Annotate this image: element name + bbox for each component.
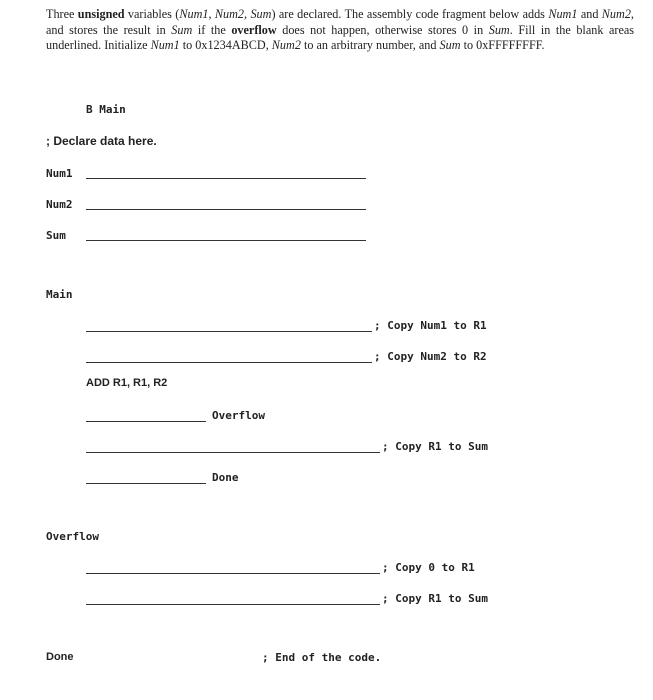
done-branch-blank-line[interactable] bbox=[86, 483, 206, 484]
intro-text: , and stores the result in bbox=[46, 7, 634, 37]
intro-emphasis-unsigned: unsigned bbox=[77, 7, 125, 21]
copy-0-to-r1-comment: ; Copy 0 to R1 bbox=[382, 561, 475, 574]
copy-zero-blank-line[interactable] bbox=[86, 573, 380, 574]
intro-text: . Fill in the blank areas underlined. Initialize bbox=[46, 22, 635, 53]
done-branch-target: Done bbox=[212, 471, 239, 484]
done-label: Done bbox=[46, 651, 74, 663]
intro-text: does not happen, otherwise stores 0 in bbox=[276, 22, 489, 37]
intro-text: Three bbox=[46, 7, 78, 21]
intro-emphasis-overflow: overflow bbox=[231, 22, 277, 37]
end-of-code-comment: ; End of the code. bbox=[262, 651, 382, 664]
num1-label: Num1 bbox=[46, 167, 73, 180]
num1-blank-line[interactable] bbox=[86, 178, 366, 179]
copy-num2-comment: ; Copy Num2 to R2 bbox=[374, 350, 487, 363]
intro-variable: Sum bbox=[439, 38, 461, 53]
intro-variable: Num2 bbox=[271, 38, 301, 53]
intro-text: ) are declared. The assembly code fragment below adds bbox=[271, 7, 549, 21]
intro-text: to 0xFFFFFFFF. bbox=[460, 38, 545, 53]
copy-num1-comment: ; Copy Num1 to R1 bbox=[374, 319, 487, 332]
intro-text: and bbox=[577, 7, 602, 21]
declare-data-comment: ; Declare data here. bbox=[46, 134, 157, 148]
add-instruction: ADD R1, R1, R2 bbox=[86, 377, 168, 389]
intro-variable: Num1 bbox=[150, 38, 180, 53]
intro-variable-names: Num1, Num2, Sum bbox=[179, 7, 272, 21]
intro-text: variables ( bbox=[124, 7, 180, 21]
intro-variable: Sum bbox=[171, 22, 193, 37]
store-r1-blank-line[interactable] bbox=[86, 452, 380, 453]
sum-blank-line[interactable] bbox=[86, 240, 366, 241]
num2-blank-line[interactable] bbox=[86, 209, 366, 210]
copy-r1-to-sum-comment-2: ; Copy R1 to Sum bbox=[382, 592, 488, 605]
branch-main-instruction: B Main bbox=[86, 103, 126, 116]
num2-label: Num2 bbox=[46, 198, 73, 211]
problem-statement bbox=[46, 7, 634, 54]
store-sum-blank-line[interactable] bbox=[86, 604, 380, 605]
intro-variable: Num1 bbox=[548, 7, 578, 21]
intro-text: to 0x1234ABCD, bbox=[179, 38, 272, 53]
intro-text: if the bbox=[192, 22, 232, 37]
overflow-label: Overflow bbox=[46, 530, 99, 543]
intro-text: to an arbitrary number, and bbox=[300, 38, 440, 53]
copy-num1-blank-line[interactable] bbox=[86, 331, 372, 332]
main-label: Main bbox=[46, 288, 73, 301]
overflow-branch-target: Overflow bbox=[212, 409, 265, 422]
intro-variable: Num2 bbox=[601, 7, 631, 21]
overflow-branch-blank-line[interactable] bbox=[86, 421, 206, 422]
copy-r1-to-sum-comment: ; Copy R1 to Sum bbox=[382, 440, 488, 453]
copy-num2-blank-line[interactable] bbox=[86, 362, 372, 363]
sum-label: Sum bbox=[46, 229, 66, 242]
intro-variable: Sum bbox=[488, 22, 510, 37]
